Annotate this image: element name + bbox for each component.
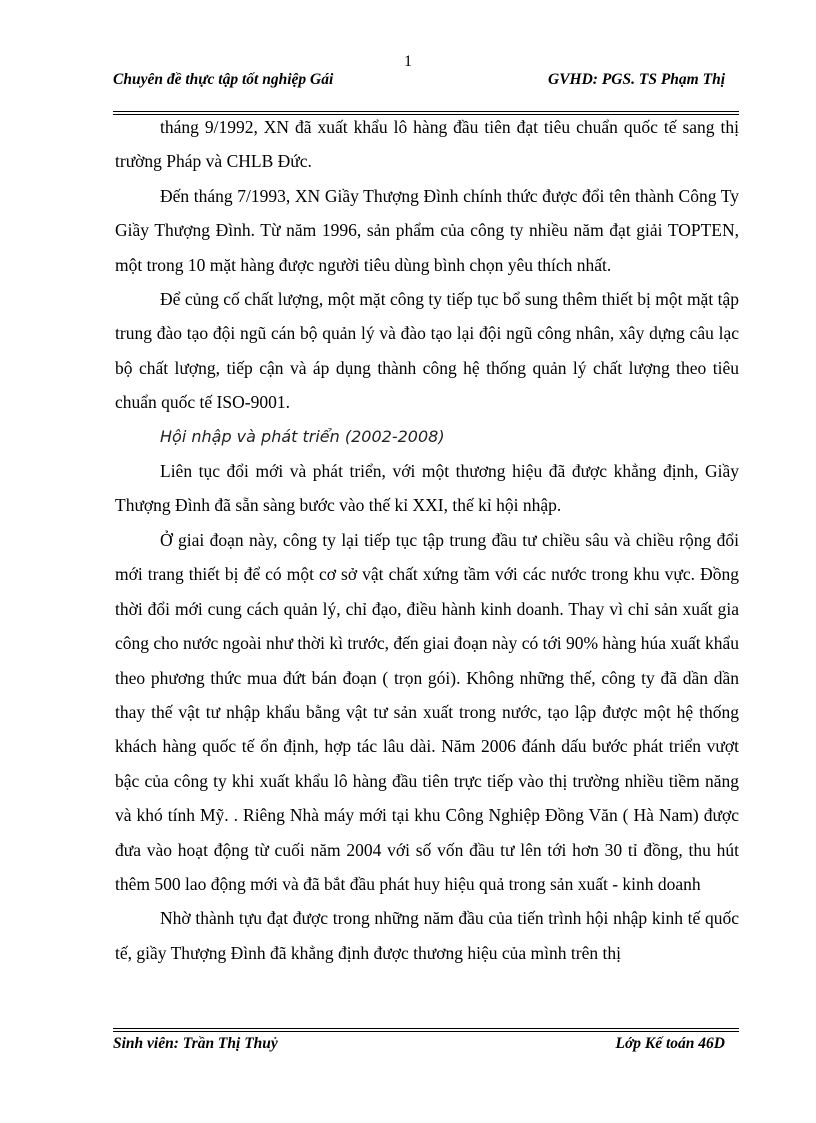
footer-class: Lớp Kế toán 46D — [615, 1035, 725, 1052]
paragraph: Liên tục đổi mới và phát triển, với một thương hiệu đã được khẳng định, Giầy Thượng Đình đã sẵn sàng bước vào thế kỉ XXI, thế kỉ hội nhập. — [115, 461, 739, 516]
paragraph: Ở giai đoạn này, công ty lại tiếp tục tập trung đầu tư chiều sâu và chiều rộng đổi mới trang thiết bị để có một cơ sở vật chất xứng tầm với các nước trong khu vực. Đồng thời đổi mới cung cách quản lý, chỉ đạo, điều hành kinh doanh. Thay vì chỉ sản xuất gia công cho nước ngoài như thời kì trước, đến giai đoạn này có tới 90% hàng húa xuất khẩu theo phương thức mua đứt bán đoạn ( trọn gói). Không những thế, công ty đã dần dần thay thế vật tư nhập khẩu bằng vật tư sản xuất trong nước, tạo lập được một hệ thống khách hàng quốc tế ổn định, hợp tác lâu dài. Năm 2006 đánh dấu bước phát triển vượt bậc của công ty khi xuất khẩu lô hàng đầu tiên trực tiếp vào thị trường nhiều tiềm năng và khó tính Mỹ. . Riêng Nhà máy mới tại khu Công Nghiệp Đồng Văn ( Hà Nam) được đưa vào hoạt động từ cuối năm 2004 với số vốn đầu tư lên tới hơn 30 tỉ đồng, thu hút thêm 500 lao động mới và đã bắt đầu phát huy hiệu quả trong sản xuất - kinh doanh — [115, 529, 739, 894]
paragraph: Để củng cố chất lượng, một mặt công ty tiếp tục bổ sung thêm thiết bị một mặt tập trung đào tạo đội ngũ cán bộ quản lý và đào tạo lại đội ngũ công nhân, xây dựng câu lạc bộ chất lượng, tiếp cận và áp dụng thành công hệ thống quản lý chất lượng theo tiêu chuẩn quốc tế ISO-9001. — [115, 289, 739, 413]
section-subheading: Hội nhập và phát triển (2002-2008) — [160, 426, 445, 446]
paragraph: Nhờ thành tựu đạt được trong những năm đầu của tiến trình hội nhập kinh tế quốc tế, giầy Thượng Đình đã khẳng định được thương hiệu của mình trên thị — [115, 908, 739, 963]
header-course-title: Chuyên đề thực tập tốt nghiệp Gái — [113, 71, 334, 88]
page-number: 1 — [404, 53, 412, 70]
footer-student: Sinh viên: Trần Thị Thuỷ — [113, 1035, 278, 1052]
page-footer — [113, 1034, 739, 1054]
paragraph: Đến tháng 7/1993, XN Giầy Thượng Đình chính thức được đổi tên thành Công Ty Giầy Thượng Đình. Từ năm 1996, sản phẩm của công ty nhiều năm đạt giải TOPTEN, một trong 10 mặt hàng được người tiêu dùng bình chọn yêu thích nhất. — [115, 185, 739, 275]
page-header — [113, 70, 739, 90]
paragraph: tháng 9/1992, XN đã xuất khẩu lô hàng đầu tiên đạt tiêu chuẩn quốc tế sang thị trường Pháp và CHLB Đức. — [115, 117, 739, 172]
footer-divider — [113, 1028, 739, 1032]
header-supervisor: GVHD: PGS. TS Phạm Thị — [548, 71, 725, 88]
document-body — [115, 110, 739, 970]
